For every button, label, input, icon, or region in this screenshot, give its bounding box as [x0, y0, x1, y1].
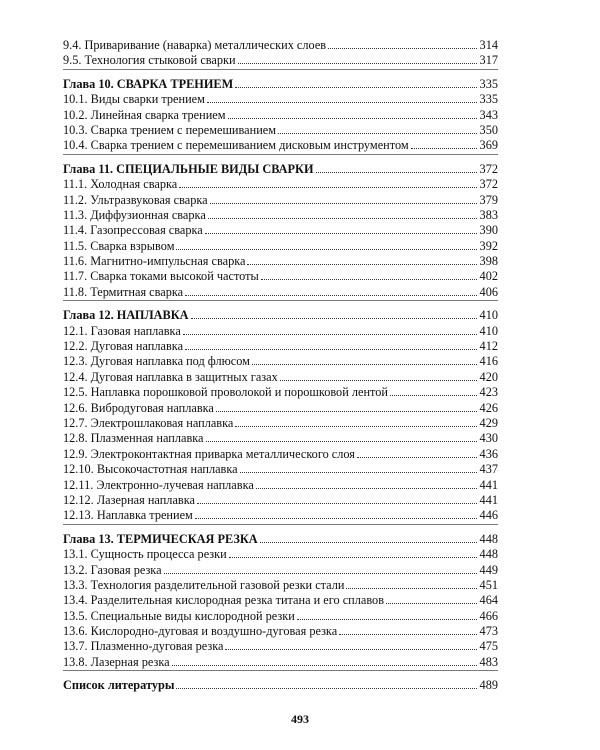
dot-leader [207, 99, 477, 103]
dot-leader [280, 377, 477, 381]
dot-leader [339, 631, 476, 635]
intro-section [63, 38, 498, 70]
toc-entry-page: 416 [479, 354, 498, 369]
toc-entry-title: 9.4. Приваривание (наварка) металлических слоев [63, 38, 327, 52]
toc-entry-page: 402 [479, 269, 498, 284]
toc-entry-page: 392 [479, 238, 498, 253]
toc-entry-page: 483 [479, 654, 498, 669]
toc-entry[interactable] [63, 285, 498, 300]
toc-entry-page: 390 [479, 223, 498, 238]
dot-leader [261, 276, 477, 280]
toc-entry-page: 379 [479, 192, 498, 207]
toc-entry[interactable] [63, 223, 498, 238]
toc-entry-title: 10.2. Линейная сварка трением [63, 107, 226, 122]
dot-leader [328, 45, 476, 49]
toc-entry[interactable] [63, 370, 498, 385]
dot-leader [183, 331, 477, 335]
toc-entry[interactable] [63, 239, 498, 254]
dot-leader [316, 169, 477, 173]
toc-entry-title: 11.2. Ультразвуковая сварка [63, 192, 208, 207]
dot-leader [390, 392, 477, 396]
toc-entry-title: 10.1. Виды сварки трением [63, 92, 205, 107]
dot-leader [176, 685, 476, 689]
toc-entry-title: 13.7. Плазменно-дуговая резка [63, 639, 224, 654]
toc-entry[interactable] [63, 354, 498, 369]
dot-leader [229, 554, 477, 558]
toc-entry-page: 383 [479, 207, 498, 222]
toc-entry-page: 412 [479, 339, 498, 354]
chapter-10-section [63, 77, 498, 155]
dot-leader [297, 616, 477, 620]
toc-entry-page: 437 [479, 462, 498, 477]
toc-entry[interactable] [63, 53, 498, 68]
dot-leader [235, 84, 476, 88]
dot-leader [346, 585, 476, 589]
toc-entry-page: 466 [479, 608, 498, 623]
dot-leader [185, 292, 476, 296]
toc-entry-page: 426 [479, 400, 498, 415]
chapter-12-section [63, 308, 498, 524]
bibliography-page: 489 [479, 678, 498, 693]
toc-entry-page: 398 [479, 254, 498, 269]
toc-entry-title: 12.6. Вибродуговая наплавка [63, 400, 214, 415]
toc-entry-title: 11.4. Газопрессовая сварка [63, 223, 203, 238]
toc-entry-title: 12.4. Дуговая наплавка в защитных газах [63, 369, 278, 384]
toc-entry-page: 369 [479, 138, 498, 153]
toc-entry[interactable] [63, 624, 498, 639]
toc-entry[interactable] [63, 385, 498, 400]
dot-leader [191, 315, 477, 319]
dot-leader [176, 246, 476, 250]
bibliography-title: Список литературы [63, 678, 175, 693]
dot-leader [228, 115, 477, 119]
chapter-heading[interactable] [63, 77, 498, 92]
toc-entry-page: 410 [479, 323, 498, 338]
toc-entry-page: 441 [479, 492, 498, 507]
toc-entry-title: 13.1. Сущность процесса резки [63, 547, 227, 562]
toc-entry-page: 430 [479, 431, 498, 446]
toc-entry[interactable] [63, 254, 498, 269]
toc-entry[interactable] [63, 324, 498, 339]
toc-entry-title: 13.6. Кислородно-дуговая и воздушно-дуговая резка [63, 624, 338, 639]
toc-entry-title: 10.4. Сварка трением с перемешиванием дисковым инструментом [63, 138, 409, 153]
dot-leader [172, 662, 477, 666]
toc-entry[interactable] [63, 493, 498, 508]
toc-entry[interactable] [63, 578, 498, 593]
toc-entry[interactable] [63, 339, 498, 354]
toc-entry-title: 12.12. Лазерная наплавка [63, 492, 195, 507]
dot-leader [164, 570, 477, 574]
toc-entry[interactable] [63, 92, 498, 107]
toc-entry-page: 350 [479, 122, 498, 137]
toc-entry[interactable] [63, 462, 498, 477]
toc-entry-page: 343 [479, 107, 498, 122]
chapter-heading[interactable] [63, 162, 498, 177]
chapter-heading[interactable] [63, 532, 498, 547]
toc-entry-title: 12.9. Электроконтактная приварка металлического слоя [63, 446, 355, 461]
chapter-title: Глава 10. СВАРКА ТРЕНИЕМ [63, 76, 234, 91]
toc-entry-title: 11.1. Холодная сварка [63, 177, 178, 192]
toc-entry-page: 423 [479, 385, 498, 400]
toc-entry[interactable] [63, 138, 498, 153]
chapter-page: 372 [479, 161, 498, 176]
toc-entry[interactable] [63, 416, 498, 431]
dot-leader [256, 485, 477, 489]
chapter-13-section [63, 532, 498, 672]
dot-leader [240, 469, 477, 473]
toc-entry[interactable] [63, 639, 498, 654]
bibliography-entry[interactable] [63, 678, 498, 693]
chapter-11-section [63, 162, 498, 302]
dot-leader [247, 261, 476, 265]
chapter-page: 448 [479, 531, 498, 546]
toc-entry-page: 448 [479, 547, 498, 562]
toc-entry-page: 429 [479, 415, 498, 430]
toc-entry-page: 446 [479, 508, 498, 523]
dot-leader [357, 454, 477, 458]
toc-entry-title: 10.3. Сварка трением с перемешиванием [63, 122, 277, 137]
toc-entry-title: 13.4. Разделительная кислородная резка титана и его сплавов [63, 593, 385, 608]
toc-entry-title: 12.10. Высокочастотная наплавка [63, 462, 238, 477]
toc-entry-title: 12.3. Дуговая наплавка под флюсом [63, 354, 250, 369]
table-of-contents [63, 38, 498, 694]
toc-entry-title: 12.11. Электронно-лучевая наплавка [63, 477, 254, 492]
toc-entry[interactable] [63, 547, 498, 562]
chapter-title: Глава 12. НАПЛАВКА [63, 308, 189, 323]
toc-entry[interactable] [63, 478, 498, 493]
toc-entry[interactable] [63, 563, 498, 578]
dot-leader [208, 215, 477, 219]
dot-leader [179, 184, 476, 188]
chapter-page: 410 [479, 308, 498, 323]
toc-entry-title: 12.13. Наплавка трением [63, 508, 193, 523]
toc-entry-page: 464 [479, 593, 498, 608]
toc-entry-page: 314 [479, 38, 498, 52]
toc-entry-page: 406 [479, 284, 498, 299]
toc-entry[interactable] [63, 593, 498, 608]
toc-entry-title: 13.2. Газовая резка [63, 562, 162, 577]
toc-entry[interactable] [63, 108, 498, 123]
toc-entry-title: 12.1. Газовая наплавка [63, 323, 181, 338]
dot-leader [252, 361, 477, 365]
toc-entry[interactable] [63, 655, 498, 670]
toc-entry-title: 11.6. Магнитно-импульсная сварка [63, 254, 246, 269]
toc-entry-title: 11.3. Диффузионная сварка [63, 207, 206, 222]
toc-entry[interactable] [63, 208, 498, 223]
dot-leader [216, 408, 477, 412]
toc-entry-title: 9.5. Технология стыковой сварки [63, 53, 236, 68]
toc-entry[interactable] [63, 431, 498, 446]
toc-entry-page: 473 [479, 624, 498, 639]
toc-entry[interactable] [63, 447, 498, 462]
toc-entry-title: 12.5. Наплавка порошковой проволокой и порошковой лентой [63, 385, 388, 400]
toc-entry-page: 372 [479, 177, 498, 192]
toc-entry-page: 317 [479, 53, 498, 68]
toc-entry-page: 451 [479, 577, 498, 592]
toc-entry-page: 436 [479, 446, 498, 461]
dot-leader [235, 423, 476, 427]
page-number: 493 [291, 712, 309, 726]
toc-entry-title: 13.8. Лазерная резка [63, 654, 170, 669]
dot-leader [205, 230, 477, 234]
toc-entry[interactable] [63, 38, 498, 53]
dot-leader [195, 515, 477, 519]
toc-entry-title: 13.3. Технология разделительной газовой резки стали [63, 577, 345, 592]
dot-leader [185, 346, 477, 350]
toc-entry-page: 475 [479, 639, 498, 654]
toc-entry-page: 449 [479, 562, 498, 577]
toc-entry[interactable] [63, 177, 498, 192]
toc-entry-page: 441 [479, 477, 498, 492]
toc-entry[interactable] [63, 508, 498, 523]
toc-entry-page: 420 [479, 369, 498, 384]
toc-entry[interactable] [63, 123, 498, 138]
dot-leader [411, 145, 477, 149]
dot-leader [197, 500, 477, 504]
toc-entry[interactable] [63, 269, 498, 284]
dot-leader [260, 539, 477, 543]
toc-entry-title: 12.7. Электрошлаковая наплавка [63, 415, 234, 430]
toc-entry[interactable] [63, 193, 498, 208]
toc-entry-title: 12.8. Плазменная наплавка [63, 431, 204, 446]
toc-entry-title: 11.8. Термитная сварка [63, 284, 184, 299]
dot-leader [210, 200, 477, 204]
toc-entry-title: 11.5. Сварка взрывом [63, 238, 175, 253]
dot-leader [278, 130, 477, 134]
chapter-heading[interactable] [63, 308, 498, 323]
chapter-title: Глава 13. ТЕРМИЧЕСКАЯ РЕЗКА [63, 531, 258, 546]
dot-leader [206, 438, 477, 442]
chapter-page: 335 [479, 76, 498, 91]
dot-leader [386, 600, 477, 604]
toc-entry[interactable] [63, 609, 498, 624]
toc-entry-title: 13.5. Специальные виды кислородной резки [63, 608, 295, 623]
toc-entry[interactable] [63, 401, 498, 416]
dot-leader [238, 60, 477, 64]
toc-entry-title: 11.7. Сварка токами высокой частоты [63, 269, 259, 284]
chapter-title: Глава 11. СПЕЦИАЛЬНЫЕ ВИДЫ СВАРКИ [63, 161, 314, 176]
dot-leader [225, 646, 476, 650]
toc-entry-title: 12.2. Дуговая наплавка [63, 339, 184, 354]
toc-entry-page: 335 [479, 92, 498, 107]
